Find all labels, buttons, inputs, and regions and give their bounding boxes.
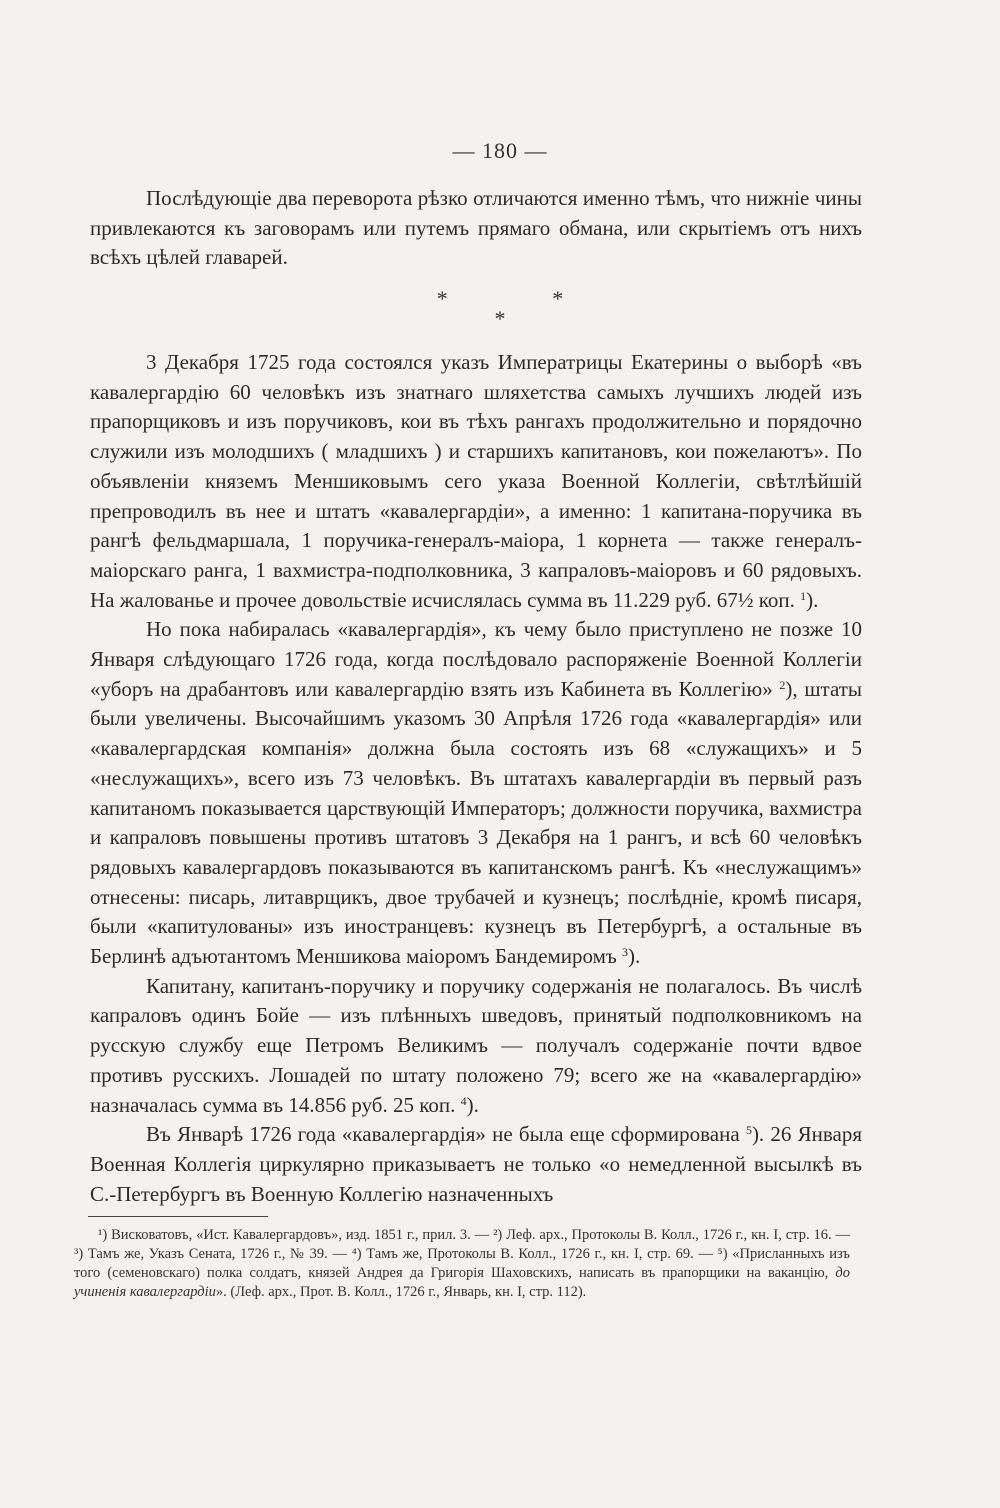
paragraph-text: Въ Январѣ 1726 года «кавалергардія» не была еще сформирована	[146, 1122, 740, 1147]
footnote-divider	[88, 1216, 268, 1217]
footnotes	[74, 1226, 850, 1302]
page-number: — 180 —	[452, 138, 548, 163]
intro-text-block	[90, 184, 862, 273]
footnotes-text	[74, 1226, 850, 1302]
separator-star-left: *	[436, 286, 448, 311]
paragraph-tail: ).	[466, 1092, 479, 1117]
separator-star-right: *	[552, 286, 564, 311]
paragraph-january	[90, 1120, 862, 1209]
paragraph-tail: ).	[628, 944, 641, 969]
main-text-block	[90, 348, 862, 1209]
paragraph-tail: ), штаты были увеличены. Высочайшимъ указомъ 30 Апрѣля 1726 года «кавалергардія» или «кавалергардская компанія» должна была состоять изъ 68 «служащихъ» и 5 «неслужащихъ», всего изъ 73 человѣкъ. Въ штатахъ кавалергардіи въ первый разъ капитаномъ показывается царствующій Императоръ; должности поручика, вахмистра и капраловъ повышены противъ штатовъ 3 Декабря на 1 рангъ, и всѣ 60 человѣкъ рядовыхъ кавалергардовъ показываются въ капитанскомъ рангѣ. Къ «неслужащимъ» отнесены: писарь, литаврщикъ, двое трубачей и кузнецъ; послѣдніе, кромѣ писаря, были «капитулованы» изъ иностранцевъ: кузнецъ въ Петербургѣ, а остальные въ Берлинѣ адъютантомъ Меншикова маіоромъ Бандемиромъ	[90, 676, 863, 969]
footnote-ref: 2	[779, 677, 786, 692]
paragraph-tail: ).	[806, 587, 819, 612]
paragraph-text: 3 Декабря 1725 года состоялся указъ Императрицы Екатерины о выборѣ «въ кавалергардію 60 человѣкъ изъ знатнаго шляхетства самыхъ лучшихъ людей изъ прапорщиковъ и изъ поручиковъ, кои въ тѣхъ рангахъ продолжительно и порядочно служили изъ молодшихъ ( младшихъ ) и старшихъ капитановъ, кои пожелаютъ». По объявленіи княземъ Меншиковымъ сего указа Военной Коллегіи, свѣтлѣйшій препроводилъ въ нее и штатъ «кавалергардіи», а именно: 1 капитана-поручика въ рангѣ фельдмаршала, 1 поручика-генералъ-маіора, 1 корнета — также генералъ-маіорскаго ранга, 1 вахмистра-подполковника, 3 капраловъ-маіоровъ и 60 рядовыхъ. На жалованье и прочее довольствіе исчислялась сумма въ 11.229 руб. 67½ коп.	[90, 350, 862, 612]
paragraph-text: Капитану, капитанъ-поручику и поручику содержанія не полагалось. Въ числѣ капраловъ одинъ Бойе — изъ плѣнныхъ шведовъ, принятый подполковникомъ на русскую службу еще Петромъ Великимъ — получалъ содержаніе почти вдвое противъ русскихъ. Лошадей по штату положено 79; всего же на «кавалергардію» назначалась сумма въ 14.856 руб. 25 коп.	[90, 973, 862, 1117]
footnote-ref: 4	[460, 1093, 467, 1108]
footnotes-part-1: ¹) Висковатовъ, «Ист. Кавалергардовъ», изд. 1851 г., прил. 3. — ²) Леф. арх., Протоколы В. Колл., 1726 г., кн. I, стр. 16. — ³) Тамъ же, Указъ Сената, 1726 г., № 39. — ⁴) Тамъ же, Протоколы В. Колл., 1726 г., кн. I, стр. 69. — ⁵) «Присланныхъ изъ того (семеновскаго) полка солдатъ, князей Андрея да Григорія Шаховскихъ, написать въ прапорщики на ваканцію,	[74, 1227, 850, 1281]
paragraph-text: Но пока набиралась «кавалергардія», къ чему было приступлено не позже 10 Января слѣдующаго 1726 года, когда послѣдовало распоряженіе Военной Коллегіи «уборъ на драбантовъ или кавалергардію взять изъ Кабинета въ Коллегію»	[90, 617, 862, 701]
intro-paragraph: Послѣдующіе два переворота рѣзко отличаются именно тѣмъ, что нижніе чины привлекаются къ заговорамъ или путемъ прямаго обмана, или скрытіемъ отъ нихъ всѣхъ цѣлей главарей.	[90, 186, 862, 270]
separator-star-bottom: *	[494, 306, 506, 331]
section-separator-bottom	[0, 306, 1000, 332]
paragraph-decree	[90, 348, 862, 615]
footnote-ref: 3	[622, 945, 629, 960]
paragraph-salary	[90, 972, 862, 1121]
paragraph-tail: ). 26 Января Военная Коллегія циркулярно приказываетъ не только «о немедленной высылкѣ въ С.-Петербургъ въ Военную Коллегію назначенныхъ	[90, 1122, 863, 1206]
footnotes-italic: до учиненія кавалергардіи	[74, 1265, 851, 1300]
paragraph-staff	[90, 615, 862, 971]
footnote-ref: 1	[800, 588, 807, 603]
footnotes-part-2: ». (Леф. арх., Прот. В. Колл., 1726 г., Январь, кн. I, стр. 112).	[215, 1284, 587, 1300]
footnote-ref: 5	[745, 1123, 752, 1138]
